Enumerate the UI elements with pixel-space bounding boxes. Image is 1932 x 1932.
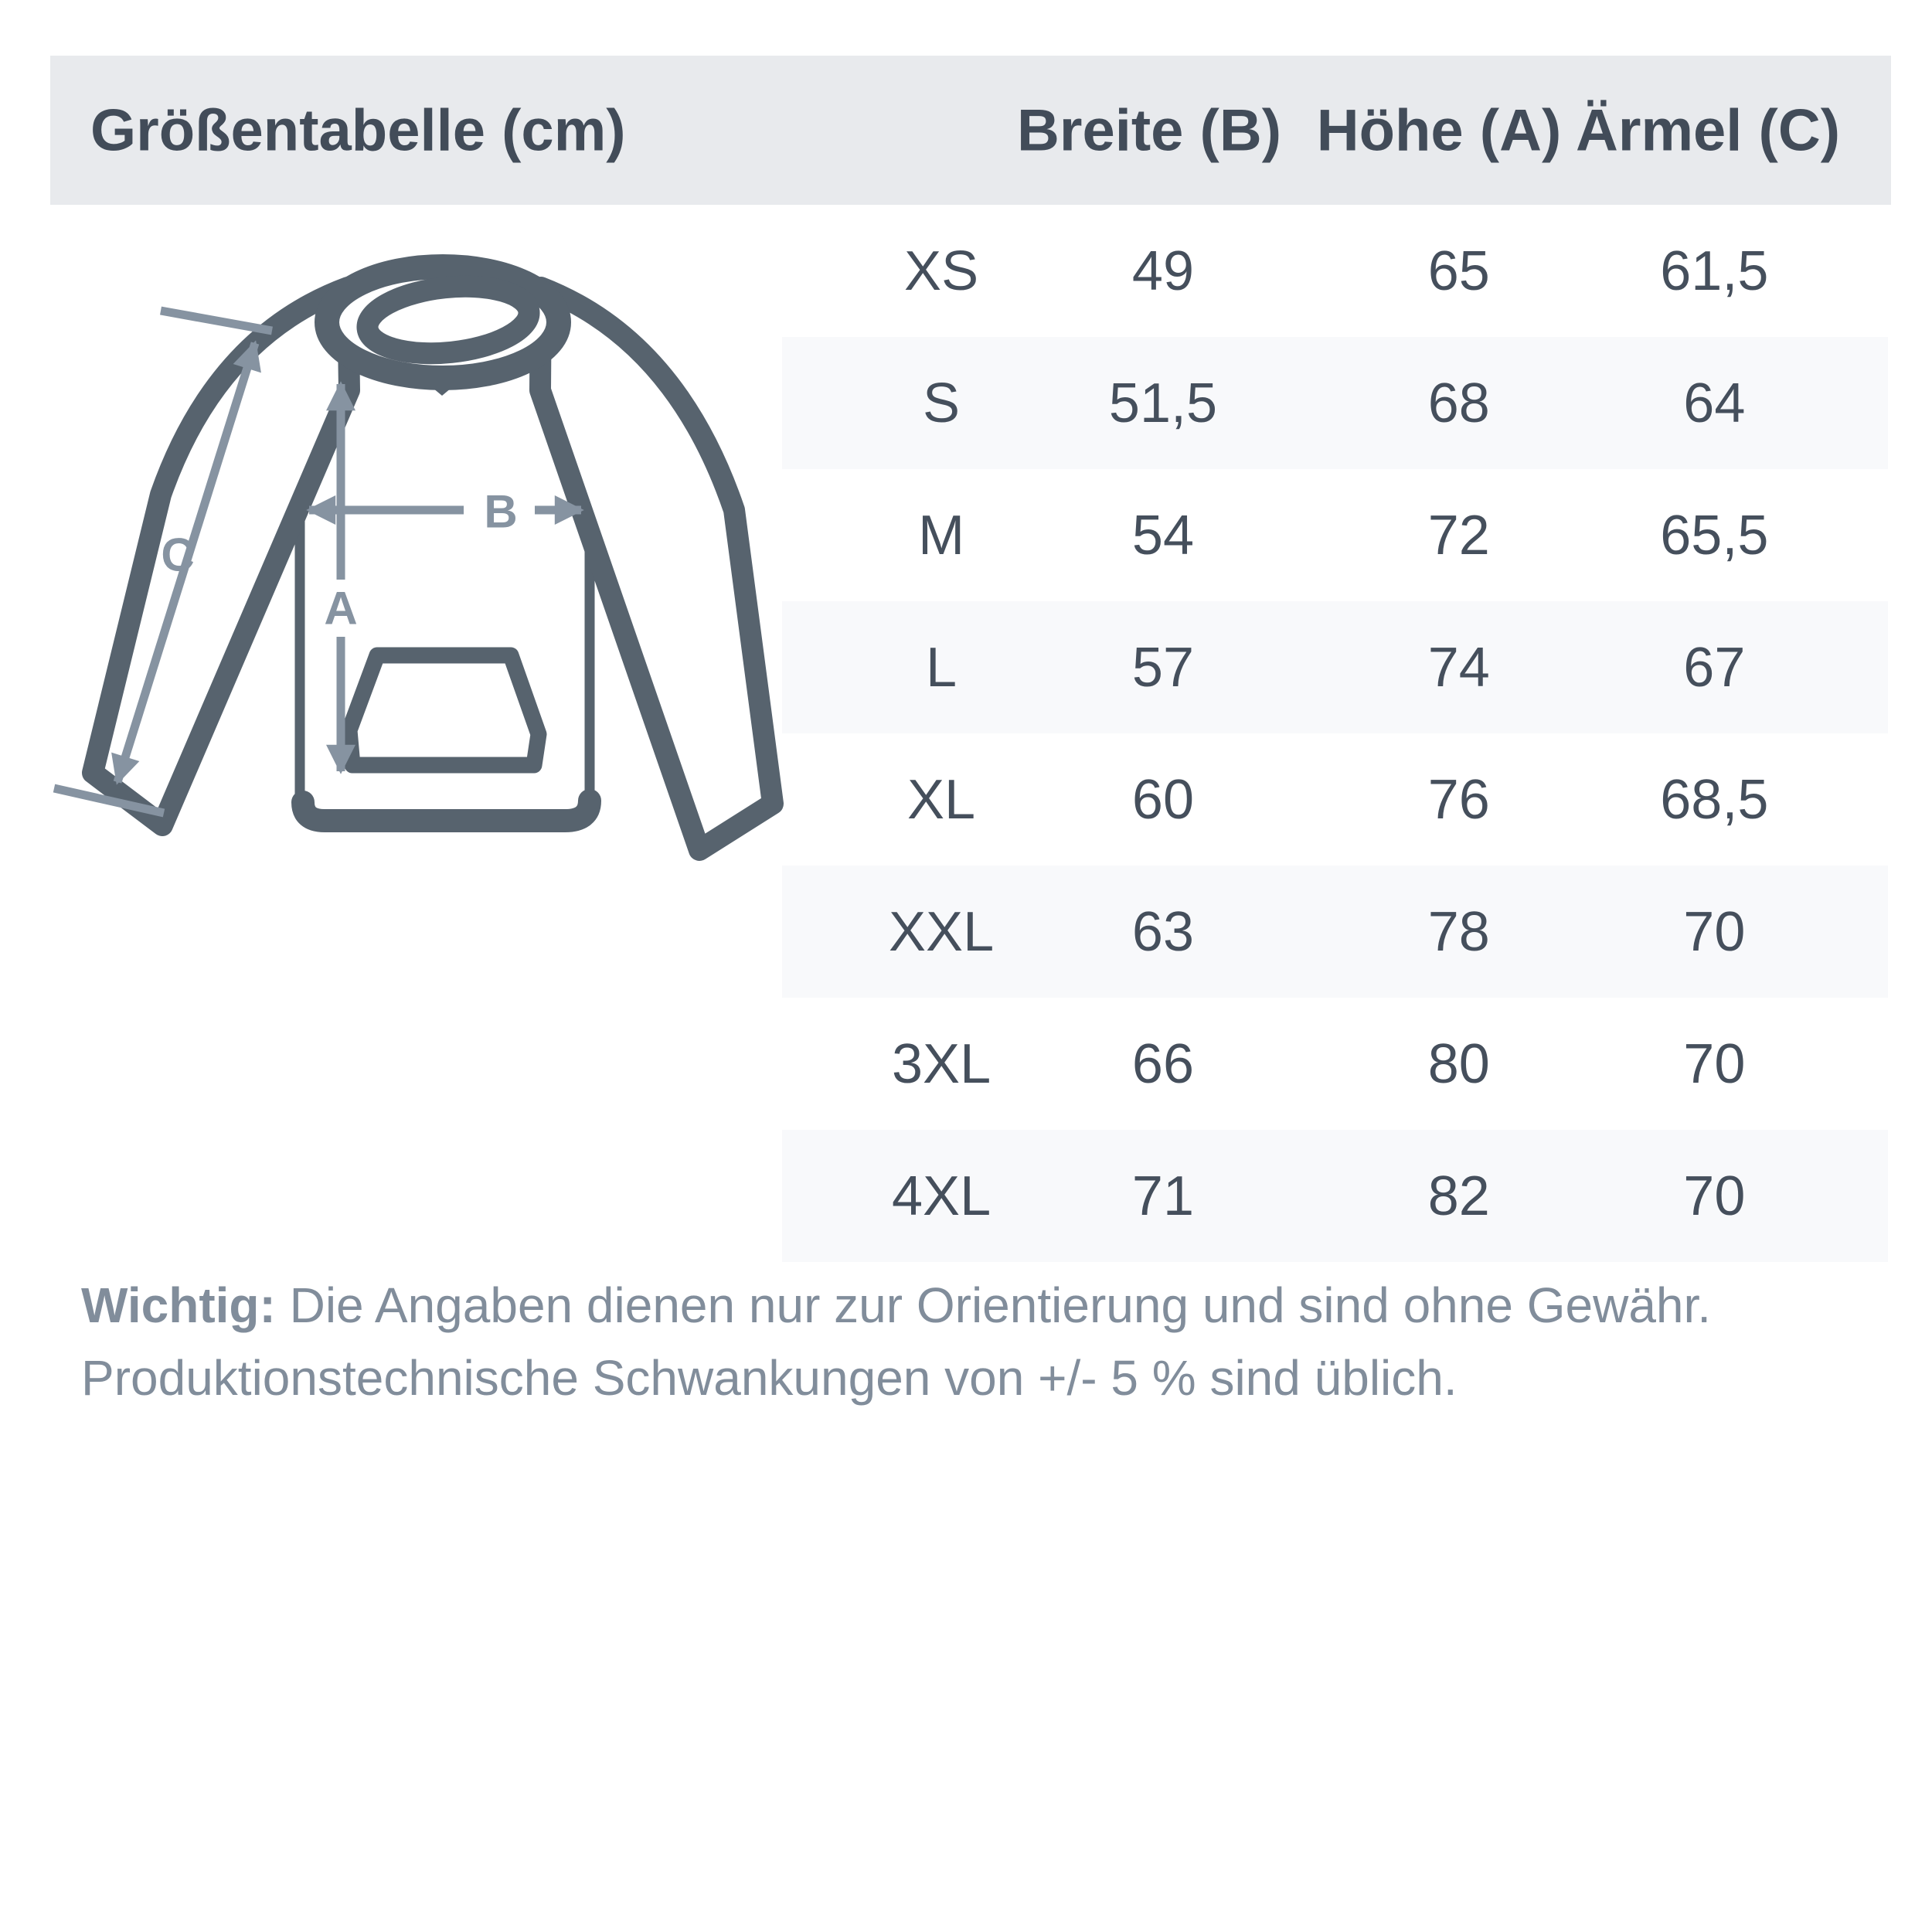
aermel-value: 70 bbox=[1683, 1165, 1746, 1227]
hoodie-measurement-diagram bbox=[50, 216, 823, 881]
aermel-value: 61,5 bbox=[1660, 240, 1769, 302]
size-chart-title: Größentabelle (cm) bbox=[90, 97, 626, 163]
hoodie-diagram-svg bbox=[50, 216, 823, 881]
table-row-s bbox=[782, 337, 1888, 469]
size-label: 4XL bbox=[892, 1165, 992, 1227]
disclaimer-line-2: Produktionstechnische Schwankungen von +/- 5 % sind üblich. bbox=[81, 1350, 1458, 1406]
breite-value: 51,5 bbox=[1108, 372, 1218, 434]
hoehe-value: 72 bbox=[1427, 504, 1490, 566]
disclaimer-emphasis: Wichtig: bbox=[81, 1277, 276, 1333]
size-label: XS bbox=[904, 240, 979, 302]
breite-value: 60 bbox=[1131, 768, 1195, 831]
size-label: XXL bbox=[889, 900, 995, 963]
hoehe-value: 80 bbox=[1427, 1032, 1490, 1095]
aermel-value: 67 bbox=[1683, 636, 1746, 699]
breite-value: 54 bbox=[1131, 504, 1195, 566]
aermel-value: 65,5 bbox=[1660, 504, 1769, 566]
breite-value: 63 bbox=[1131, 900, 1195, 963]
aermel-value: 70 bbox=[1683, 900, 1746, 963]
table-row-m bbox=[782, 469, 1888, 601]
disclaimer-line-1 bbox=[81, 1269, 1874, 1342]
hoehe-value: 68 bbox=[1427, 372, 1490, 434]
table-row-xl bbox=[782, 733, 1888, 866]
hoehe-value: 76 bbox=[1427, 768, 1490, 831]
aermel-value: 70 bbox=[1683, 1032, 1746, 1095]
hoodie-pocket bbox=[349, 655, 539, 765]
disclaimer-line-1-text: Die Angaben dienen nur zur Orientierung und sind ohne Gewähr. bbox=[275, 1277, 1712, 1333]
measure-label-c: C bbox=[161, 529, 195, 581]
size-label: XL bbox=[907, 768, 976, 831]
breite-value: 71 bbox=[1131, 1165, 1195, 1227]
column-header-aermel: Ärmel (C) bbox=[1575, 97, 1841, 163]
breite-value: 49 bbox=[1131, 240, 1195, 302]
size-label: 3XL bbox=[892, 1032, 992, 1095]
table-row-3xl bbox=[782, 998, 1888, 1130]
hoehe-value: 65 bbox=[1427, 240, 1490, 302]
hoehe-value: 78 bbox=[1427, 900, 1490, 963]
measure-label-b: B bbox=[484, 485, 518, 538]
table-row-4xl bbox=[782, 1130, 1888, 1262]
table-row-xs bbox=[782, 205, 1888, 337]
measure-label-a: A bbox=[324, 582, 358, 634]
size-table bbox=[782, 205, 1888, 1262]
table-row-l bbox=[782, 601, 1888, 733]
size-label: S bbox=[923, 372, 961, 434]
size-label: M bbox=[918, 504, 965, 566]
disclaimer-note bbox=[81, 1269, 1874, 1414]
hoehe-value: 82 bbox=[1427, 1165, 1490, 1227]
breite-value: 57 bbox=[1131, 636, 1195, 699]
aermel-value: 64 bbox=[1683, 372, 1746, 434]
size-label: L bbox=[926, 636, 957, 699]
column-header-breite: Breite (B) bbox=[1016, 97, 1282, 163]
size-chart-header bbox=[50, 56, 1891, 205]
hoehe-value: 74 bbox=[1427, 636, 1490, 699]
aermel-value: 68,5 bbox=[1660, 768, 1769, 831]
table-row-xxl bbox=[782, 866, 1888, 998]
column-header-hoehe: Höhe (A) bbox=[1316, 97, 1562, 163]
breite-value: 66 bbox=[1131, 1032, 1195, 1095]
